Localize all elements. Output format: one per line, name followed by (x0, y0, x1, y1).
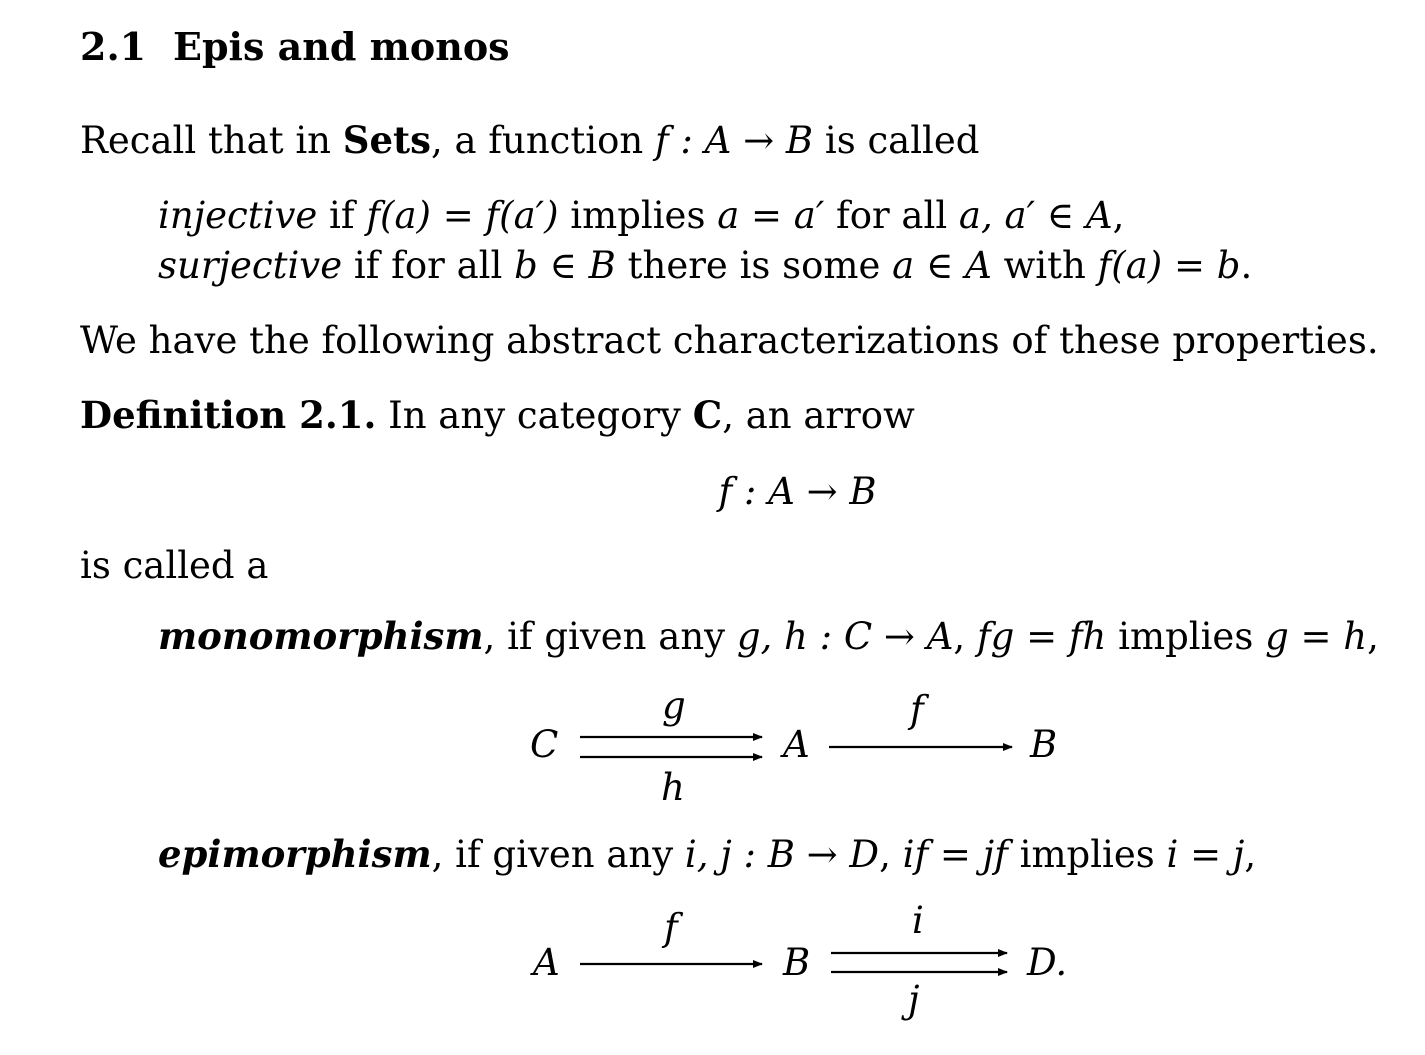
surjective-math-3: f(a) = b (1097, 244, 1241, 287)
surjective-text-1: if for all (342, 244, 515, 287)
sets-term: Sets (342, 118, 431, 162)
intro-prefix: Recall that in (80, 119, 343, 162)
is-called-line: is called a (80, 544, 269, 587)
label-i: i (912, 899, 924, 942)
injective-text-1: if (317, 194, 367, 237)
epi-math-1: i, j : B → D (684, 833, 880, 876)
intro-suffix: , a function (430, 119, 655, 162)
label-f-epi: f (664, 906, 678, 949)
epi-math-2: if = jf (902, 833, 1008, 876)
definition-label: Definition 2.1. (80, 393, 377, 437)
epi-text-2: , (879, 833, 903, 876)
injective-term: injective (158, 194, 318, 237)
label-f-mono: f (910, 688, 924, 731)
mono-math-1: g, h : C → A (736, 615, 954, 658)
epi-diagram (530, 899, 1067, 1021)
section-number: 2.1 (80, 24, 147, 69)
function-math: f : A → B (654, 119, 814, 162)
mono-text-4: , (1367, 615, 1379, 658)
mono-object-a: A (783, 723, 810, 766)
epi-math-3: i = j (1166, 833, 1245, 876)
injective-math-2: a = a′ (717, 194, 825, 237)
epi-object-b: B (783, 941, 811, 984)
abstract-line: We have the following abstract characterizations of these properties. (80, 319, 1379, 362)
monomorphism-term: monomorphism (158, 614, 484, 658)
category-symbol: C (692, 393, 723, 437)
epi-text-3: implies (1007, 833, 1167, 876)
injective-text-4: , (1112, 194, 1125, 237)
mono-math-3: g = h (1265, 615, 1368, 658)
surjective-text-3: with (991, 244, 1098, 287)
mono-diagram (530, 684, 1057, 809)
injective-math-1: f(a) = f(a′) (366, 194, 559, 237)
display-arrow-math: f : A → B (718, 470, 877, 513)
epi-text-4: , (1244, 833, 1257, 876)
label-g: g (662, 684, 686, 727)
mono-text-3: implies (1106, 615, 1266, 658)
injective-math-3: a, a′ ∈ A (958, 194, 1113, 237)
surjective-math-1: b ∈ B (514, 244, 616, 287)
intro-end: is called (813, 119, 980, 162)
surjective-text-4: . (1240, 244, 1253, 287)
label-j: j (908, 978, 920, 1021)
epimorphism-term: epimorphism (158, 832, 432, 876)
mono-math-2: fg = fh (976, 615, 1107, 658)
mono-object-c: C (530, 723, 559, 766)
surjective-math-2: a ∈ A (892, 244, 992, 287)
epi-object-a: A (533, 941, 560, 984)
injective-text-2: implies (558, 194, 718, 237)
label-h: h (661, 766, 685, 809)
mono-text-1: , if given any (483, 615, 737, 658)
definition-text-1: In any category (376, 394, 693, 437)
surjective-term: surjective (158, 244, 343, 287)
surjective-text-2: there is some (615, 244, 893, 287)
section-title: Epis and monos (173, 24, 510, 69)
injective-text-3: for all (824, 194, 959, 237)
epi-text-1: , if given any (431, 833, 685, 876)
mono-text-2: , (953, 615, 977, 658)
epi-object-d: D. (1027, 941, 1068, 984)
definition-text-2: , an arrow (722, 394, 915, 437)
mono-object-b: B (1030, 723, 1058, 766)
